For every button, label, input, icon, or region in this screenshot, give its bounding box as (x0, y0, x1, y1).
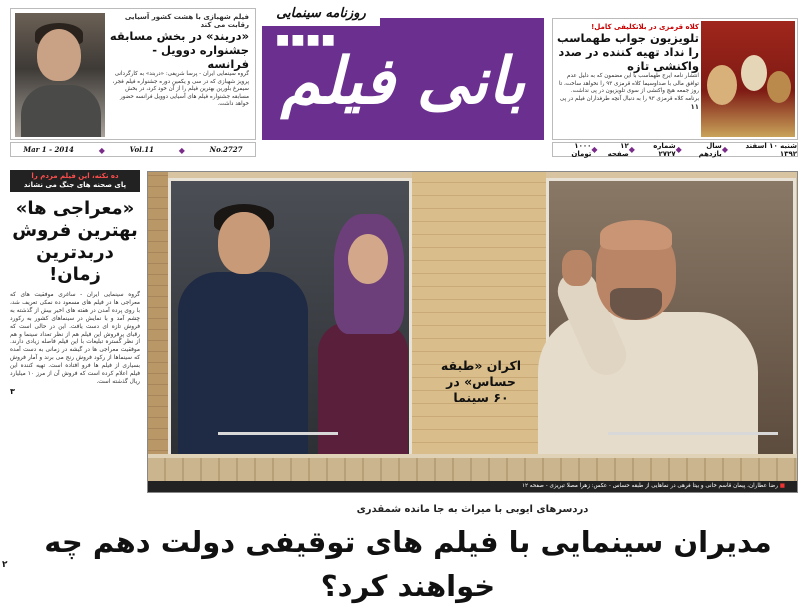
right-story-kicker: کلاه قرمزی در بلاتکلیفی کامل! (591, 23, 699, 31)
right-story-page-ref: ۱۱ (690, 103, 699, 112)
page-ref: ۲ (2, 560, 8, 570)
diamond-icon: ◆ (721, 145, 728, 154)
actress-figure (348, 234, 388, 284)
issue-fa: شماره ۲۷۲۷ (653, 141, 676, 158)
logo-dots: ■■■■ (276, 32, 337, 48)
left-teaser-story[interactable] (10, 8, 256, 140)
diamond-icon: ◆ (98, 144, 105, 155)
right-story-body: انتشار نامه ایرج طهماسب با این مضمون که به دلیل عدم توافق مالی با صداوسیما کلاه قرمزی ۹۳ را نخواهد ساخت، تا روز جمعه هیچ واکنشی از سوی تلویزیون در پی نداشت. برنامه کلاه قرمزی ۹۳ را به دنبال آنچه طرفداران فیلم در پی (558, 73, 699, 102)
main-story-kicker: دردسرهای ایوبی با میراث به جا مانده شمقدری (356, 504, 589, 515)
left-story-kicker: فیلم شهبازی با هشت کشور آسیایی رقابت می کند (124, 13, 249, 29)
side-story-page-ref: ۳ (10, 386, 15, 396)
date-fa: شنبه ۱۰ اسفند ۱۳۹۲ (745, 141, 797, 158)
diamond-icon: ◆ (675, 145, 682, 154)
puppets-photo (701, 21, 795, 137)
photo-credit (148, 481, 798, 492)
side-story[interactable] (10, 170, 140, 492)
side-kicker-top: ده نکته، این فیلم مردم را (31, 172, 119, 180)
diamond-icon: ◆ (178, 144, 185, 155)
photo-credit-text: رضا عطاران، پیمان قاسم خانی و بیتا فرهی در نماهایی از طبقه حساس - عکس: زهرا مصلا تبریزی - صفحه ۱۲ (521, 483, 778, 489)
date-en: Mar 1 - 2014 (23, 145, 74, 154)
brick-wall (412, 172, 546, 493)
volume-en: Vol.11 (129, 145, 154, 154)
diamond-icon: ◆ (591, 145, 598, 154)
issue-info-bar-en (10, 142, 256, 157)
right-teaser-story[interactable] (552, 18, 798, 140)
right-story-headline[interactable]: تلویزیون جواب طهماسب را نداد تهیه کننده در صدد واکنشی تازه (557, 31, 699, 73)
logo-wordmark: بانی فیلم (280, 45, 526, 119)
side-story-headline[interactable]: «معراجی ها» بهترین فروش دربدترین زمان! (12, 198, 138, 285)
actor-left-figure (218, 212, 270, 274)
actor-photo (15, 13, 105, 137)
price-fa: ۱۰۰۰ تومان (571, 141, 592, 158)
issue-info-bar-fa (552, 142, 798, 157)
masthead (0, 0, 806, 163)
year-fa: سال یازدهم (698, 141, 722, 158)
pages-fa: ۱۲ صفحه (607, 141, 629, 158)
side-kicker-bottom: پای صحنه های جنگ می نشاند (23, 181, 127, 189)
logo-tagline: روزنامه سینمایی (262, 6, 380, 26)
left-story-headline[interactable]: «دریند» در بخش مسابقه جشنواره دوویل - فرانسه (109, 29, 249, 71)
photo-caption: اکران «طبقه حساس» در ۶۰ سینما (440, 358, 522, 405)
issue-en: No.2727 (209, 145, 243, 154)
main-story-headline[interactable]: مدیران سینمایی با فیلم های توقیفی دولت دهم چه خواهند کرد؟ (44, 525, 772, 603)
newspaper-logo (262, 18, 544, 140)
bullet-icon: ■ (779, 483, 785, 489)
left-story-body: گروه سینمایی ایران - پرسا شریفی: «دربند» به کارگردانی پرویز شهبازی که در سی و یکمین دوره جشنواره فیلم فجر، سیمرغ بلورین بهترین فیلم را از آن خود کرد، در بخش مسابقه جشنواره فیلم های آسیایی دوویل فرانسه حضور خواهد داشت. (112, 71, 249, 108)
main-photo[interactable] (147, 171, 798, 493)
side-story-body: گروه سینمایی ایران - ساغری موفقیت های که معراجی ها در فیلم های مسعود ده نمکی تعریف شد، با روی پرده آمدن در هفته های اخیر بیش از گذشته به چشم آمد و با نمایش در سینماهای کشور به رکورد فروش تازه ای دست یافت. این در حالی است که رقبای پرفروش این فیلم هم از نظر تعداد سینما و هم از نظر گستره تبلیغات با این فیلم فاصله زیادی دارند. موفقیت معراجی ها در گیشه در زمانی به دست آمده که سینماها از رکود فروش رنج می برند و آمار فروش بسیاری از فیلم ها فرو افتاده است. تهیه کننده این فیلم اعلام کرده است که فروش آن از مرز ۱۰ میلیارد ریال گذشته است. (10, 292, 140, 385)
diamond-icon: ◆ (628, 145, 635, 154)
side-story-kicker (10, 170, 140, 192)
